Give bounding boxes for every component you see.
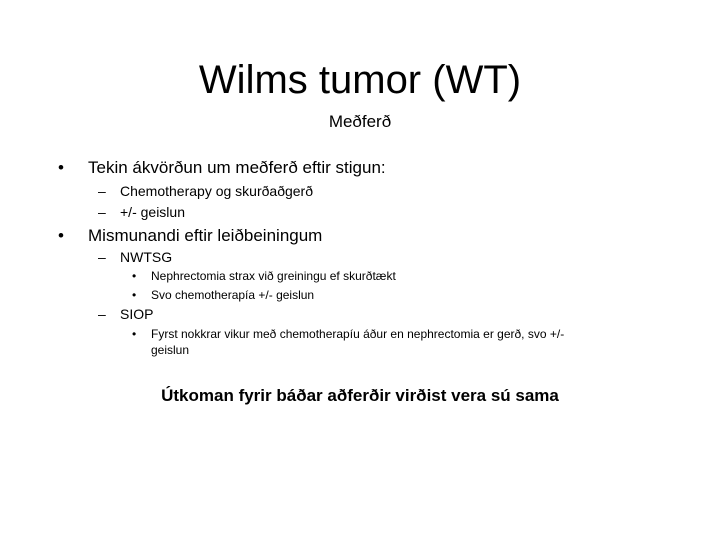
sub-sub-bullet-text-line2: geislun: [151, 343, 190, 357]
bullet-marker: •: [58, 158, 64, 177]
bullet-marker: •: [58, 226, 64, 245]
sub-bullet-text: +/- geislun: [120, 204, 185, 220]
sub-sub-bullet-text: Svo chemotherapía +/- geislun: [151, 288, 315, 302]
slide-title: Wilms tumor (WT): [198, 58, 522, 102]
sub-bullet-marker: –: [98, 306, 106, 322]
bullet-text: Tekin ákvörðun um meðferð eftir stigun:: [88, 158, 386, 177]
sub-sub-bullet-marker: •: [132, 269, 137, 283]
sub-sub-bullet-marker: •: [132, 327, 137, 341]
slide-subtitle: Meðferð: [328, 112, 392, 131]
conclusion-text: Útkoman fyrir báðar aðferðir virðist vera sú sama: [161, 386, 559, 405]
sub-bullet-text: SIOP: [120, 306, 154, 322]
sub-bullet-marker: –: [98, 249, 106, 265]
sub-bullet-text: Chemotherapy og skurðaðgerð: [120, 183, 314, 199]
bullet-text: Mismunandi eftir leiðbeiningum: [88, 226, 323, 245]
sub-bullet-text: NWTSG: [120, 249, 173, 265]
sub-bullet-marker: –: [98, 204, 106, 220]
sub-sub-bullet-text-line1: Fyrst nokkrar vikur með chemotherapíu áður en nephrectomia er gerð, svo +/-: [151, 327, 565, 341]
sub-sub-bullet-marker: •: [132, 288, 137, 302]
sub-sub-bullet-text: Nephrectomia strax við greiningu ef skurðtækt: [151, 269, 396, 283]
sub-bullet-marker: –: [98, 183, 106, 199]
